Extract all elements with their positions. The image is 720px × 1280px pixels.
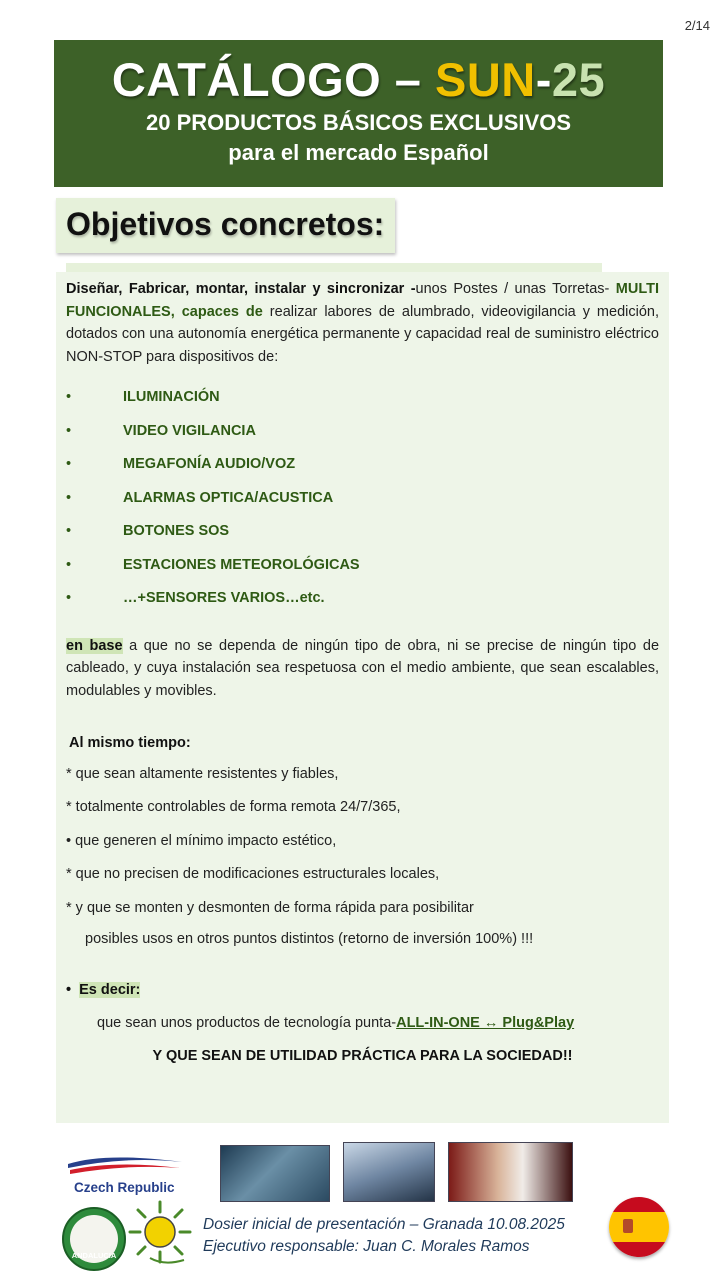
all-in-one-link[interactable]: ALL-IN-ONE ↔ Plug&Play (396, 1015, 575, 1031)
bullet-dot: • (66, 489, 72, 506)
mismo-tiempo-title: Al mismo tiempo: (69, 735, 191, 751)
list-item-text: VIDEO VIGILANCIA (123, 422, 256, 439)
list-item (66, 420, 659, 454)
business-photo-1 (220, 1145, 330, 1202)
header-banner (54, 40, 663, 187)
list-item: * totalmente controlables de forma remota 24/7/365, (66, 799, 401, 815)
czech-swoosh-icon (66, 1150, 186, 1180)
subtitle-line-2: para el mercado Español (228, 140, 489, 165)
footer-line-2: Ejecutivo responsable: Juan C. Morales Ramos (203, 1238, 530, 1255)
page-number: 2/14 (684, 18, 710, 33)
bullet-dot: • (66, 981, 72, 998)
title-dash: - (535, 53, 552, 106)
list-item (66, 453, 659, 487)
bullet-dot: • (66, 389, 72, 405)
requirements-continuation: posibles usos en otros puntos distintos (retorno de inversión 100%) !!! (85, 931, 534, 947)
subtitle-line-1: 20 PRODUCTOS BÁSICOS EXCLUSIVOS (145, 110, 571, 135)
bullet-dot: • (66, 523, 72, 539)
bullet-dot: • (66, 556, 72, 573)
list-item-text: MEGAFONÍA AUDIO/VOZ (123, 456, 296, 472)
list-item (66, 487, 659, 521)
en-base-text: a que no se dependa de ningún tipo de obra, ni se precise de ningún tipo de cableado, y cuya instalación sea respetuosa con el medio ambiente, que sean escalables, modulables y movibles. (66, 637, 660, 699)
section-title-box (56, 198, 395, 253)
list-item: * que sean altamente resistentes y fiables, (66, 765, 339, 782)
bullet-dot: • (66, 456, 72, 472)
spain-flag-icon (609, 1197, 669, 1257)
list-item: * que no precisen de modificaciones estructurales locales, (66, 866, 440, 882)
list-item-text: ILUMINACIÓN (123, 389, 220, 405)
closing-statement: Y QUE SEAN DE UTILIDAD PRÁCTICA PARA LA SOCIEDAD!! (152, 1047, 573, 1064)
cloud-tech-photo (343, 1142, 435, 1202)
en-base-paragraph (66, 635, 659, 703)
intro-rest: realizar labores de alumbrado, videovigilancia y medición, dotados con una autonomía energética permanente y capacidad real de suministro eléctrico NON-STOP para dispositivos de: (66, 303, 659, 365)
es-decir-label: Es decir: (79, 981, 141, 998)
tech-line-prefix: que sean unos productos de tecnología punta- (97, 1015, 397, 1031)
czech-label: Czech Republic (74, 1180, 175, 1195)
list-item-text: BOTONES SOS (123, 523, 230, 539)
footer-line-1: Dosier inicial de presentación – Granada 10.08.2025 (203, 1216, 565, 1233)
intro-paragraph (66, 278, 659, 368)
content-body (66, 278, 659, 1067)
catalog-title (54, 52, 663, 108)
czech-republic-logo (66, 1150, 186, 1200)
bullet-dot: • (66, 422, 72, 439)
title-number: 25 (551, 53, 606, 106)
intro-lead: Diseñar, Fabricar, montar, instalar y sincronizar - (66, 281, 416, 297)
andalucia-badge (62, 1207, 126, 1271)
list-item (66, 587, 659, 621)
list-item: * y que se monten y desmonten de forma rápida para posibilitar (66, 899, 474, 916)
list-item-text: ESTACIONES METEOROLÓGICAS (123, 556, 360, 573)
bullet-dot: • (66, 590, 72, 606)
list-item (66, 386, 659, 420)
section-title: Objetivos concretos: (66, 206, 385, 242)
list-item: • que generen el mínimo impacto estético, (66, 832, 337, 849)
sun-power-logo-icon (124, 1200, 196, 1268)
content-panel (56, 272, 669, 1123)
intro-multi: MULTI FUNCIONALES, capaces de (66, 281, 659, 320)
list-item (66, 520, 659, 554)
tech-line (97, 1012, 659, 1035)
en-base-label: en base (66, 637, 123, 654)
intro-lead-normal: unos Postes / unas Torretas- (415, 281, 616, 297)
badge-label: ANDALUCIA (71, 1251, 117, 1260)
footer-info (203, 1214, 565, 1258)
function-list (66, 386, 659, 621)
list-item (66, 554, 659, 588)
list-item-text: ALARMAS OPTICA/ACUSTICA (123, 489, 334, 506)
puzzle-hands-photo (448, 1142, 573, 1202)
requirements-list (66, 763, 659, 931)
title-prefix: CATÁLOGO – (111, 53, 435, 106)
list-item-text: …+SENSORES VARIOS…etc. (123, 590, 325, 606)
es-decir-heading (66, 979, 659, 1002)
title-sun: SUN (435, 53, 536, 106)
